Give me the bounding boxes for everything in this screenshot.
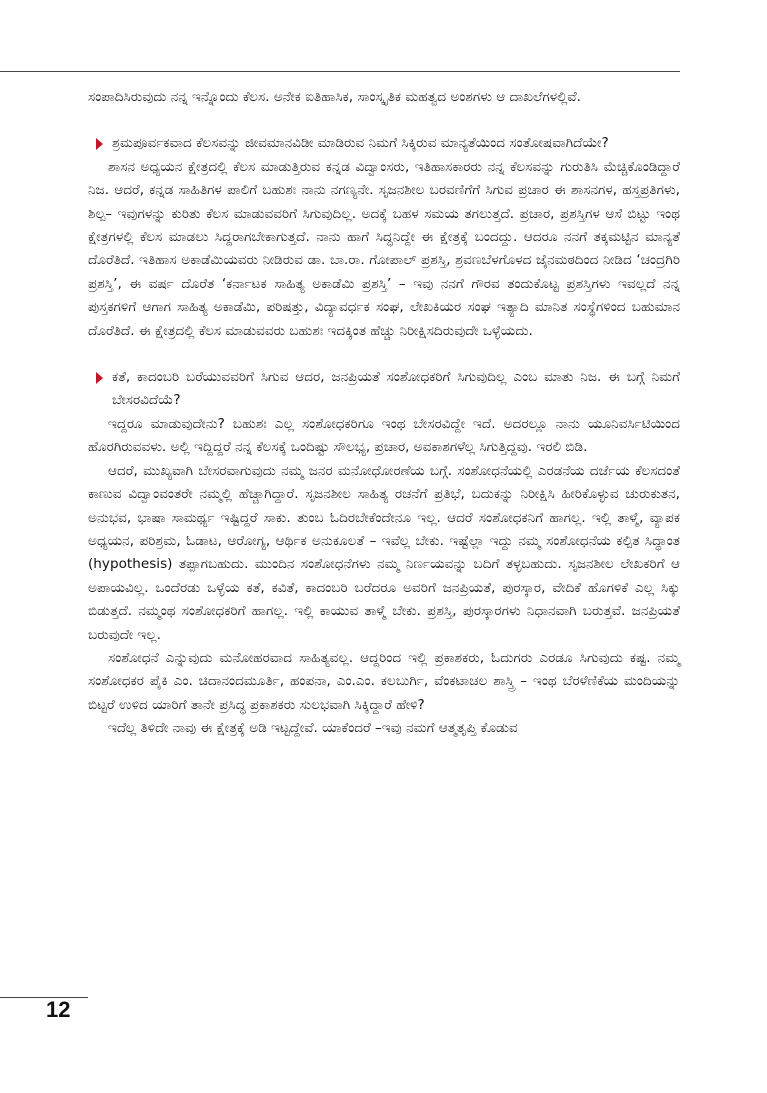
question-2 (88, 366, 680, 413)
answer-2-paragraph-3: ಸಂಶೋಧನೆ ಎನ್ನುವುದು ಮನೋಹರವಾದ ಸಾಹಿತ್ಯವಲ್ಲ. ಆದ್ದರಿಂದ ಇಲ್ಲಿ ಪ್ರಕಾಶಕರು, ಓದುಗರು ಎರಡೂ ಸಿಗುವುದು ಕಷ್ಟ. ನಮ್ಮ ಸಂಶೋಧಕರ ಪೈಕಿ ಎಂ. ಚಿದಾನಂದಮೂರ್ತಿ, ಹಂಪನಾ, ಎಂ.ಎಂ. ಕಲಬುರ್ಗಿ, ವೆಂಕಟಾಚಲ ಶಾಸ್ತ್ರಿ – ಇಂಥ ಬೆರಳೆಣಿಕೆಯ ಮಂದಿಯನ್ನು ಬಿಟ್ಟರೆ ಉಳಿದ ಯಾರಿಗೆ ತಾನೇ ಪ್ರಸಿದ್ಧ ಪ್ರಕಾಶಕರು ಸುಲಭವಾಗಿ ಸಿಕ್ಕಿದ್ದಾರೆ ಹೇಳಿ? (88, 649, 680, 713)
article-body (88, 86, 680, 741)
paragraph-continued: ಸಂಪಾದಿಸಿರುವುದು ನನ್ನ ಇನ್ನೊಂದು ಕೆಲಸ. ಅನೇಕ ಐತಿಹಾಸಿಕ, ಸಾಂಸ್ಕೃತಿಕ ಮಹತ್ವದ ಅಂಶಗಳು ಆ ದಾಖಲೆಗಳಲ್ಲಿವೆ. (88, 89, 581, 105)
answer-2-paragraph-4: ಇದೆಲ್ಲ ತಿಳಿದೇ ನಾವು ಈ ಕ್ಷೇತ್ರಕ್ಕೆ ಅಡಿ ಇಟ್ಟದ್ದೇವೆ. ಯಾಕೆಂದರೆ –ಇವು ನಮಗೆ ಆತ್ಮತೃಪ್ತಿ ಕೊಡುವ (108, 720, 518, 737)
section-gap (88, 109, 680, 132)
triangle-right-icon (96, 372, 103, 384)
header-rule (0, 71, 680, 72)
answer-1: ಶಾಸನ ಅಧ್ಯಯನ ಕ್ಷೇತ್ರದಲ್ಲಿ ಕೆಲಸ ಮಾಡುತ್ತಿರುವ ಕನ್ನಡ ವಿದ್ವಾಂಸರು, ಇತಿಹಾಸಕಾರರು ನನ್ನ ಕೆಲಸವನ್ನು ಗುರುತಿಸಿ ಮೆಚ್ಚಿಕೊಂಡಿದ್ದಾರೆ ನಿಜ. ಆದರೆ, ಕನ್ನಡ ಸಾಹಿತಿಗಳ ಪಾಲಿಗೆ ಬಹುಶಃ ನಾನು ನಗಣ್ಯನೇ. ಸೃಜನಶೀಲ ಬರವಣಿಗೆಗೆ ಸಿಗುವ ಪ್ರಚಾರ ಈ ಶಾಸನಗಳ, ಹಸ್ತಪ್ರತಿಗಳು, ಶಿಲ್ಪ– ಇವುಗಳನ್ನು ಕುರಿತು ಕೆಲಸ ಮಾಡುವವರಿಗೆ ಸಿಗುವುದಿಲ್ಲ. ಅದಕ್ಕೆ ಬಹಳ ಸಮಯ ತಗಲುತ್ತದೆ. ಪ್ರಚಾರ, ಪ್ರಶಸ್ತಿಗಳ ಆಸೆ ಬಿಟ್ಟು ಇಂಥ ಕ್ಷೇತ್ರಗಳಲ್ಲಿ ಕೆಲಸ ಮಾಡಲು ಸಿದ್ದರಾಗಬೇಕಾಗುತ್ತದೆ. ನಾನು ಹಾಗೆ ಸಿದ್ಧನಿದ್ದೇ ಈ ಕ್ಷೇತ್ರಕ್ಕೆ ಬಂದದ್ದು. ಆದರೂ ನನಗೆ ತಕ್ಕಮಟ್ಟಿನ ಮಾನ್ಯತೆ ದೊರೆತಿದೆ. ಇತಿಹಾಸ ಅಕಾಡೆಮಿಯವರು ನೀಡಿರುವ ಡಾ. ಬಾ.ರಾ. ಗೋಪಾಲ್ ಪ್ರಶಸ್ತಿ, ಶ್ರವಣಬೆಳಗೊಳದ ಜೈನಮಠದಿಂದ ನೀಡಿದ ‘ಚಂದ್ರಗಿರಿ ಪ್ರಶಸ್ತಿ’, ಈ ವರ್ಷ ದೊರೆತ ‘ಕರ್ನಾಟಕ ಸಾಹಿತ್ಯ ಅಕಾಡೆಮಿ ಪ್ರಶಸ್ತಿ’ – ಇವು ನನಗೆ ಗೌರವ ತಂದುಕೊಟ್ಟ ಪ್ರಶಸ್ತಿಗಳು ಇವಲ್ಲದೆ ನನ್ನ ಪುಸ್ತಕಗಳಿಗೆ ಆಗಾಗ ಸಾಹಿತ್ಯ ಅಕಾಡೆಮಿ, ಪರಿಷತ್ತು, ವಿದ್ಯಾವರ್ಧಕ ಸಂಘ, ಲೇಖಕಿಯರ ಸಂಘ ಇತ್ಯಾದಿ ಮಾನಿತ ಸಂಸ್ಥೆಗಳಿಂದ ಬಹುಮಾನ ದೊರೆತಿದೆ. ಈ ಕ್ಷೇತ್ರದಲ್ಲಿ ಕೆಲಸ ಮಾಡುವವರು ಬಹುಶಃ ಇದಕ್ಕಿಂತ ಹೆಚ್ಚು ನಿರೀಕ್ಷಿಸದಿರುವುದೇ ಒಳ್ಳೆಯದು. (88, 158, 680, 339)
section-gap (88, 343, 680, 366)
question-1 (88, 132, 680, 155)
answer-2-paragraph-1: ಇದ್ದರೂ ಮಾಡುವುದೇನು? ಬಹುಶಃ ಎಲ್ಲ ಸಂಶೋಧಕರಿಗೂ ಇಂಥ ಬೇಸರವಿದ್ದೇ ಇದೆ. ಅದರಲ್ಲೂ ನಾನು ಯೂನಿವರ್ಸಿಟಿಯಿಂದ ಹೊರಗಿರುವವಳು. ಅಲ್ಲಿ ಇದ್ದಿದ್ದರೆ ನನ್ನ ಕೆಲಸಕ್ಕೆ ಒಂದಿಷ್ಟು ಸೌಲಭ್ಯ, ಪ್ರಚಾರ, ಅವಕಾಶಗಳೆಲ್ಲ ಸಿಗುತ್ತಿದ್ದವು. ಇರಲಿ ಬಿಡಿ. (88, 415, 680, 456)
answer-2-paragraph-2: ಆದರೆ, ಮುಖ್ಯವಾಗಿ ಬೇಸರವಾಗುವುದು ನಮ್ಮ ಜನರ ಮನೋಧೋರಣೆಯ ಬಗ್ಗೆ. ಸಂಶೋಧನೆಯಲ್ಲಿ ಎರಡನೆಯ ದರ್ಜೆಯ ಕೆಲಸದಂತೆ ಕಾಣುವ ವಿದ್ವಾಂವಂತರೇ ನಮ್ಮಲ್ಲಿ ಹೆಚ್ಚಾಗಿದ್ದಾರೆ. ಸೃಜನಶೀಲ ಸಾಹಿತ್ಯ ರಚನೆಗೆ ಪ್ರತಿಭೆ, ಬದುಕನ್ನು ನಿರೀಕ್ಷಿಸಿ ಹೀರಿಕೊಳ್ಳುವ ಚುರುಕುತನ, ಅನುಭವ, ಭಾಷಾ ಸಾಮರ್ಥ್ಯ ಇಷ್ಟಿದ್ದರೆ ಸಾಕು. ತುಂಬ ಓದಿರಬೇಕೆಂದೇನೂ ಇಲ್ಲ. ಆದರೆ ಸಂಶೋಧಕನಿಗೆ ಹಾಗಲ್ಲ. ಇಲ್ಲಿ ತಾಳ್ಮೆ, ವ್ಯಾಪಕ ಅಧ್ಯಯನ, ಪರಿಶ್ರಮ, ಓಡಾಟ, ಆರೋಗ್ಯ, ಆರ್ಥಿಕ ಅನುಕೂಲತೆ – ಇವೆಲ್ಲ ಬೇಕು. ಇಷ್ಟೆಲ್ಲಾ ಇದ್ದು ನಮ್ಮ ಸಂಶೋಧನೆಯ ಕಲ್ಪಿತ ಸಿದ್ಧಾಂತ (hypothesis) ತಪ್ಪಾಗಬಹುದು. ಮುಂದಿನ ಸಂಶೋಧನೆಗಳು ನಮ್ಮ ನಿರ್ಣಯವನ್ನು ಬದಿಗೆ ತಳ್ಳಬಹುದು. ಸೃಜನಶೀಲ ಲೇಖಕರಿಗೆ ಆ ಅಪಾಯವಿಲ್ಲ. ಒಂದೆರಡು ಒಳ್ಳೆಯ ಕತೆ, ಕವಿತೆ, ಕಾದಂಬರಿ ಬರೆದರೂ ಅವರಿಗೆ ಜನಪ್ರಿಯತೆ, ಪುರಸ್ಕಾರ, ವೇದಿಕೆ ಹೊಗಳಿಕೆ ಎಲ್ಲ ಸಿಕ್ಕು ಬಿಡುತ್ತದೆ. ನಮ್ಮಂಥ ಸಂಶೋಧಕರಿಗೆ ಹಾಗಲ್ಲ. ಇಲ್ಲಿ ಕಾಯುವ ತಾಳ್ಮೆ ಬೇಕು. ಪ್ರಶಸ್ತಿ, ಪುರಸ್ಕಾರಗಳು ನಿಧಾನವಾಗಿ ಬರುತ್ತವೆ. ಜನಪ್ರಿಯತೆ ಬರುವುದೇ ಇಲ್ಲ. (88, 462, 680, 643)
question-2-text: ಕತೆ, ಕಾದಂಬರಿ ಬರೆಯುವವರಿಗೆ ಸಿಗುವ ಆದರ, ಜನಪ್ರಿಯತೆ ಸಂಶೋಧಕರಿಗೆ ಸಿಗುವುದಿಲ್ಲ ಎಂಬ ಮಾತು ನಿಜ. ಈ ಬಗ್ಗೆ ನಿಮಗೆ ಬೇಸರವಿದೆಯೆ? (112, 369, 680, 409)
question-1-text: ಶ್ರಮಪೂರ್ವಕವಾದ ಕೆಲಸವನ್ನು ಜೀವಮಾನವಿಡೀ ಮಾಡಿರುವ ನಿಮಗೆ ಸಿಕ್ಕಿರುವ ಮಾನ್ಯತೆಯಿಂದ ಸಂತೋಷವಾಗಿದೆಯೇ? (112, 135, 609, 152)
triangle-right-icon (96, 138, 103, 150)
page-number: 12 (46, 997, 71, 1022)
footer-rule (0, 997, 88, 998)
